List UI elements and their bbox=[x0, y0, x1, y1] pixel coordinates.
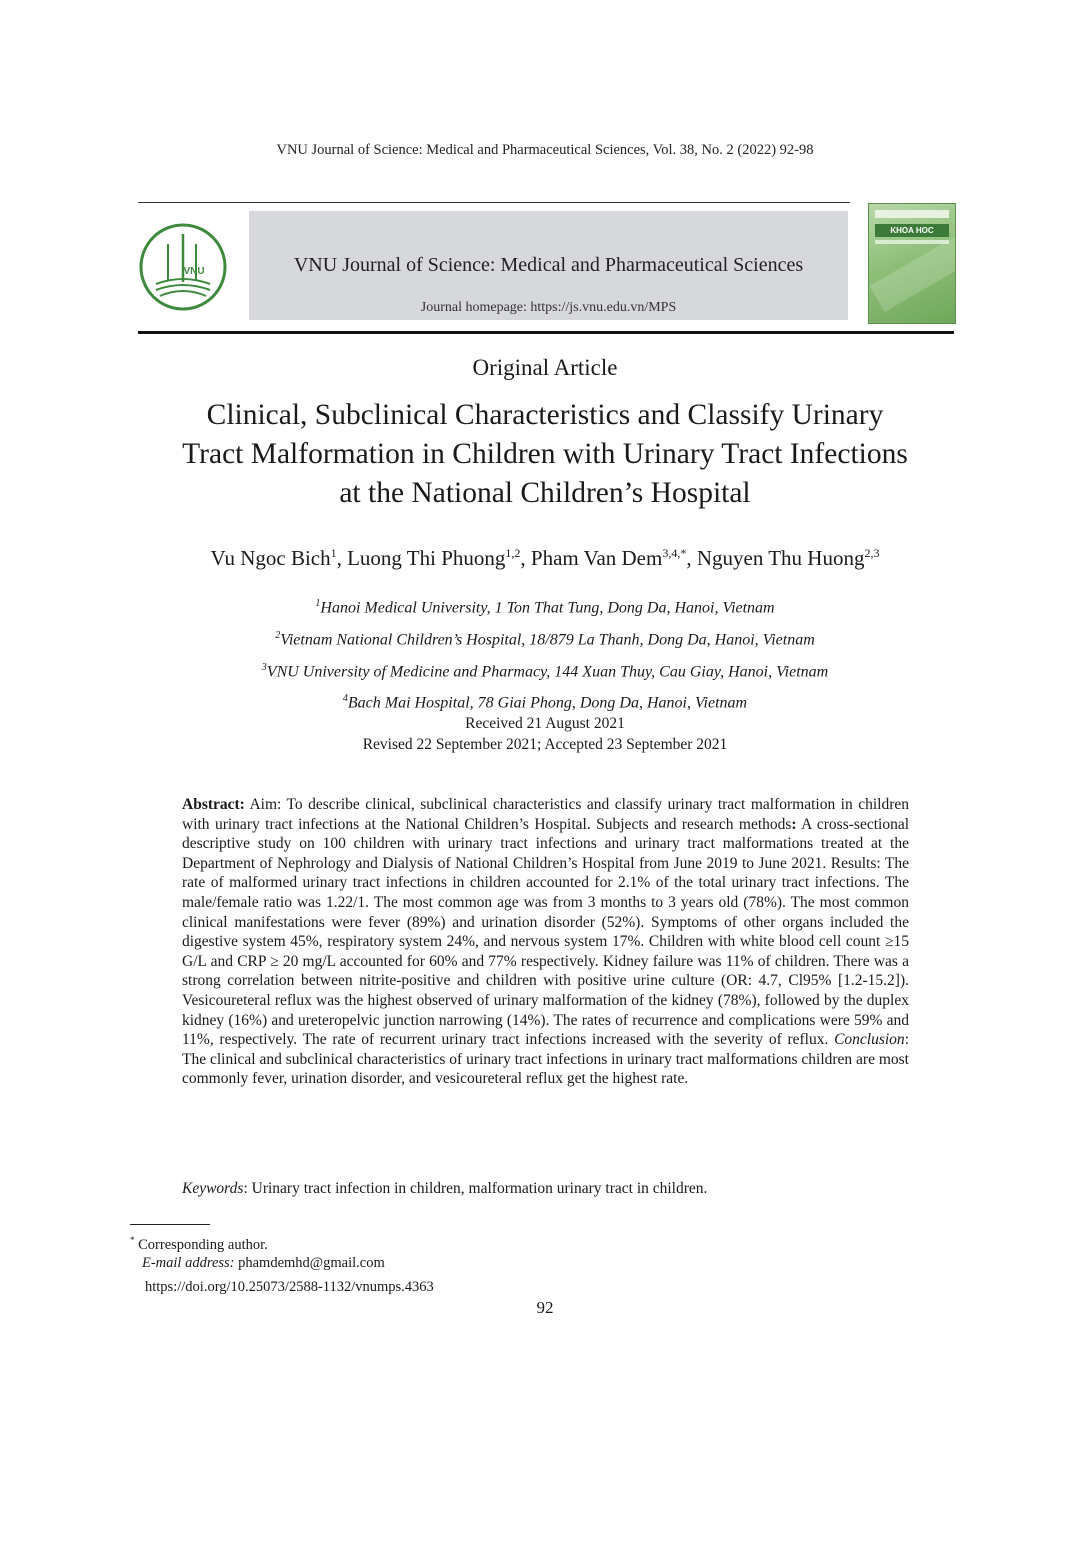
affiliation-number: 2 bbox=[275, 629, 281, 641]
banner-journal-name: VNU Journal of Science: Medical and Pharmaceutical Sciences bbox=[293, 254, 804, 276]
cover-stripe bbox=[870, 226, 956, 312]
author-name: Vu Ngoc Bich bbox=[210, 546, 331, 570]
affiliation-text: Vietnam National Children’s Hospital, 18/879 La Thanh, Dong Da, Hanoi, Vietnam bbox=[280, 631, 815, 649]
abstract bbox=[182, 795, 909, 1089]
corresponding-text: Corresponding author. bbox=[134, 1236, 268, 1253]
affiliation-number: 3 bbox=[261, 661, 267, 673]
author-separator: , bbox=[520, 546, 531, 570]
received-date: Received 21 August 2021 bbox=[465, 715, 625, 732]
article-dates bbox=[0, 713, 1090, 755]
affiliation bbox=[0, 590, 1090, 622]
banner-top-rule bbox=[138, 202, 850, 203]
author-affil-sup: 1,2 bbox=[505, 546, 521, 560]
conclusion-label: Conclusion bbox=[834, 1031, 905, 1049]
abstract-text: : The clinical and subclinical characteristics of urinary tract infections in urinary tract malformations children are most commonly fever, urination disorder, and vesicoureteral reflux get the highest rate. bbox=[182, 1031, 909, 1088]
affiliation-number: 4 bbox=[342, 693, 348, 705]
affiliation-text: VNU University of Medicine and Pharmacy, 144 Xuan Thuy, Cau Giay, Hanoi, Vietnam bbox=[266, 662, 829, 680]
logo-text: VNU bbox=[183, 266, 205, 277]
author-list bbox=[0, 546, 1090, 571]
keywords-label: Keywords bbox=[182, 1180, 244, 1197]
author-affil-sup: 2,3 bbox=[864, 546, 880, 560]
affiliation-list bbox=[0, 590, 1090, 717]
doi-link[interactable]: https://doi.org/10.25073/2588-1132/vnumps.4363 bbox=[145, 1279, 434, 1295]
affiliation-text: Hanoi Medical University, 1 Ton That Tung, Dong Da, Hanoi, Vietnam bbox=[320, 599, 775, 617]
footnote-marker: * bbox=[130, 1235, 135, 1245]
abstract-colon: : bbox=[791, 815, 797, 833]
affiliation-text: Bach Mai Hospital, 78 Giai Phong, Dong Da, Hanoi, Vietnam bbox=[347, 694, 748, 712]
author-separator: , bbox=[686, 546, 697, 570]
affiliation bbox=[0, 654, 1090, 686]
author-affil-sup: 1 bbox=[330, 546, 337, 560]
journal-banner bbox=[249, 211, 848, 320]
abstract-text: A cross-sectional descriptive study on 100 children with urinary tract infections and urinary tract malformations treated at the Department of Nephrology and Dialysis of National Children’s Hospital from June 2019 to June 2021. Results: The rate of malformed urinary tract infections in children accounted for 2.1% of the total urinary tract infections. The male/female ratio was 1.22/1. The most common age was from 3 months to 3 years old (78%). The most common clinical manifestations were fever (89%) and urination disorder (52%). Symptoms of other organs included the digestive system 45%, respiratory system 24%, and nervous system 17%. Children with white blood cell count ≥15 G/L and CRP ≥ 20 mg/L accounted for 60% and 77% respectively. Kidney failure was 11% of children. There was a strong correlation between nitrite-positive and children with positive urine culture (OR: 4.7, Cl95% [1.2-15.2]). Vesicoureteral reflux was the highest observed of urinary malformation of the kidney (78%), followed by the duplex kidney (16%) and ureteropelvic junction narrowing (14%). The rates of recurrence and complications were 59% and 11%, respectively. The rate of recurrent urinary tract infections increased with the severity of reflux. bbox=[182, 815, 910, 1049]
corresponding-author-note bbox=[130, 1231, 385, 1254]
journal-cover-image bbox=[868, 203, 956, 324]
abstract-label: Abstract: bbox=[182, 796, 245, 813]
author-name: Nguyen Thu Huong bbox=[696, 546, 865, 570]
email-line bbox=[130, 1254, 385, 1273]
email-label: E-mail address: bbox=[142, 1255, 235, 1272]
footnote-rule bbox=[130, 1224, 210, 1225]
banner-homepage[interactable]: Journal homepage: https://js.vnu.edu.vn/MPS bbox=[420, 300, 677, 315]
email-address[interactable]: phamdemhd@gmail.com bbox=[234, 1255, 385, 1272]
affiliation-number: 1 bbox=[315, 598, 321, 609]
article-type: Original Article bbox=[472, 355, 618, 380]
affiliation bbox=[0, 622, 1090, 654]
keywords bbox=[182, 1180, 909, 1198]
abstract-text: Aim: To describe clinical, subclinical characteristics and classify urinary tract malformation in children with urinary tract infections at the National Children’s Hospital. Subjects and research methods bbox=[182, 796, 909, 833]
revised-accepted-date: Revised 22 September 2021; Accepted 23 September 2021 bbox=[362, 736, 728, 753]
author-name: Luong Thi Phuong bbox=[347, 546, 506, 570]
cover-top-band bbox=[875, 210, 949, 218]
keywords-text: : Urinary tract infection in children, malformation urinary tract in children. bbox=[243, 1180, 708, 1197]
cover-sub-band bbox=[875, 240, 949, 244]
banner-bottom-rule bbox=[138, 331, 954, 334]
author-affil-sup: 3,4,* bbox=[662, 546, 687, 560]
vnu-logo-icon bbox=[138, 222, 228, 312]
page-number: 92 bbox=[536, 1298, 554, 1317]
article-title bbox=[120, 396, 970, 513]
title-line: Clinical, Subclinical Characteristics and Classify Urinary bbox=[206, 399, 884, 431]
title-line: Tract Malformation in Children with Urinary Tract Infections bbox=[182, 438, 908, 470]
author-name: Pham Van Dem bbox=[530, 546, 663, 570]
title-line: at the National Children’s Hospital bbox=[339, 477, 751, 509]
footnote bbox=[130, 1231, 385, 1273]
author-separator: , bbox=[336, 546, 348, 570]
cover-title: KHOA HOC bbox=[875, 224, 949, 237]
running-head: VNU Journal of Science: Medical and Pharmaceutical Sciences, Vol. 38, No. 2 (2022) 92-98 bbox=[276, 142, 814, 158]
